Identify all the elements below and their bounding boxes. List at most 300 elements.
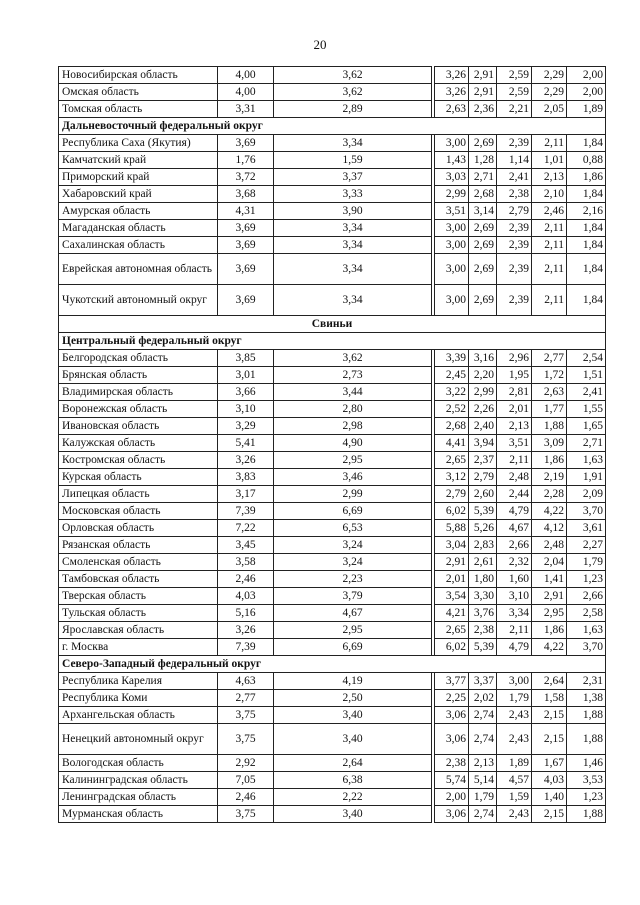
value-cell: 2,68 [435,418,469,435]
value-cell: 3,40 [274,806,432,823]
value-cell: 3,00 [435,254,469,285]
table-row [59,605,606,622]
table-row [59,486,606,503]
value-cell: 2,46 [532,203,567,220]
value-cell: 3,01 [218,367,274,384]
table-row [59,84,606,101]
region-name: Липецкая область [59,486,218,503]
value-cell: 2,63 [435,101,469,118]
value-cell: 2,23 [274,571,432,588]
value-cell: 1,84 [567,135,606,152]
value-cell: 1,86 [532,622,567,639]
value-cell: 1,67 [532,755,567,772]
value-cell: 2,66 [567,588,606,605]
region-name: Амурская область [59,203,218,220]
value-cell: 1,51 [567,367,606,384]
value-cell: 3,39 [435,350,469,367]
region-name: Курская область [59,469,218,486]
value-cell: 2,11 [497,622,532,639]
value-cell: 3,06 [435,806,469,823]
value-cell: 2,77 [218,690,274,707]
value-cell: 2,39 [497,220,532,237]
value-cell: 2,79 [469,469,497,486]
value-cell: 1,72 [532,367,567,384]
value-cell: 1,41 [532,571,567,588]
value-cell: 2,19 [532,469,567,486]
value-cell: 1,88 [567,806,606,823]
region-name: Орловская область [59,520,218,537]
value-cell: 2,71 [469,169,497,186]
region-name: Брянская область [59,367,218,384]
table-row [59,384,606,401]
value-cell: 3,34 [274,220,432,237]
table-row [59,418,606,435]
value-cell: 6,38 [274,772,432,789]
table-row [59,554,606,571]
value-cell: 2,41 [567,384,606,401]
value-cell: 1,43 [435,152,469,169]
value-cell: 2,48 [497,469,532,486]
value-cell: 1,79 [469,789,497,806]
region-name: Чукотский автономный округ [59,285,218,316]
value-cell: 7,22 [218,520,274,537]
value-cell: 3,17 [218,486,274,503]
section-title: Северо-Западный федеральный округ [59,656,606,673]
value-cell: 2,64 [274,755,432,772]
value-cell: 5,41 [218,435,274,452]
table-row [59,690,606,707]
table-row [59,152,606,169]
value-cell: 3,51 [497,435,532,452]
value-cell: 2,16 [567,203,606,220]
value-cell: 3,37 [469,673,497,690]
value-cell: 3,53 [567,772,606,789]
value-cell: 3,24 [274,554,432,571]
value-cell: 2,11 [532,285,567,316]
region-name: Томская область [59,101,218,118]
region-name: Республика Карелия [59,673,218,690]
section-title: Центральный федеральный округ [59,333,606,350]
value-cell: 3,10 [497,588,532,605]
value-cell: 2,28 [532,486,567,503]
table-row [59,350,606,367]
value-cell: 4,31 [218,203,274,220]
table-row [59,452,606,469]
value-cell: 1,88 [567,724,606,755]
value-cell: 2,11 [532,237,567,254]
value-cell: 3,90 [274,203,432,220]
value-cell: 2,95 [274,452,432,469]
table-row [59,772,606,789]
value-cell: 3,69 [218,220,274,237]
region-name: Сахалинская область [59,237,218,254]
value-cell: 3,00 [435,135,469,152]
value-cell: 2,95 [274,622,432,639]
region-name: Белгородская область [59,350,218,367]
value-cell: 2,92 [218,755,274,772]
value-cell: 2,26 [469,401,497,418]
value-cell: 1,84 [567,285,606,316]
value-cell: 3,70 [567,503,606,520]
value-cell: 1,79 [567,554,606,571]
region-name: Рязанская область [59,537,218,554]
value-cell: 2,00 [567,84,606,101]
value-cell: 1,84 [567,254,606,285]
value-cell: 5,74 [435,772,469,789]
value-cell: 2,40 [469,418,497,435]
table-row [59,101,606,118]
value-cell: 3,00 [435,220,469,237]
value-cell: 2,15 [532,724,567,755]
value-cell: 2,99 [469,384,497,401]
value-cell: 2,65 [435,452,469,469]
value-cell: 2,91 [532,588,567,605]
value-cell: 3,77 [435,673,469,690]
value-cell: 2,99 [274,486,432,503]
value-cell: 2,50 [274,690,432,707]
value-cell: 2,69 [469,220,497,237]
value-cell: 2,10 [532,186,567,203]
region-name: Московская область [59,503,218,520]
region-name: Тамбовская область [59,571,218,588]
value-cell: 2,74 [469,724,497,755]
value-cell: 2,36 [469,101,497,118]
value-cell: 3,40 [274,724,432,755]
value-cell: 3,61 [567,520,606,537]
value-cell: 1,28 [469,152,497,169]
value-cell: 2,69 [469,135,497,152]
value-cell: 1,84 [567,186,606,203]
value-cell: 3,34 [274,135,432,152]
value-cell: 4,90 [274,435,432,452]
table-row [59,203,606,220]
value-cell: 7,39 [218,503,274,520]
table-row [59,401,606,418]
region-name: Ярославская область [59,622,218,639]
value-cell: 1,58 [532,690,567,707]
value-cell: 2,83 [469,537,497,554]
region-name: Новосибирская область [59,67,218,84]
value-cell: 2,11 [532,254,567,285]
value-cell: 2,79 [497,203,532,220]
value-cell: 4,19 [274,673,432,690]
value-cell: 2,77 [532,350,567,367]
value-cell: 4,79 [497,503,532,520]
value-cell: 2,38 [497,186,532,203]
value-cell: 1,80 [469,571,497,588]
table-row [59,789,606,806]
section-title: Дальневосточный федеральный округ [59,118,606,135]
value-cell: 0,88 [567,152,606,169]
value-cell: 3,06 [435,707,469,724]
value-cell: 2,69 [469,285,497,316]
section-header-row [59,656,606,673]
value-cell: 1,59 [497,789,532,806]
table-row [59,724,606,755]
region-name: Приморский край [59,169,218,186]
value-cell: 3,26 [218,622,274,639]
value-cell: 2,69 [469,237,497,254]
value-cell: 4,03 [532,772,567,789]
value-cell: 4,21 [435,605,469,622]
value-cell: 4,12 [532,520,567,537]
region-name: Республика Коми [59,690,218,707]
region-name: Костромская область [59,452,218,469]
table-row [59,520,606,537]
value-cell: 3,26 [435,84,469,101]
value-cell: 2,91 [469,84,497,101]
value-cell: 1,89 [567,101,606,118]
value-cell: 4,00 [218,84,274,101]
value-cell: 2,91 [469,67,497,84]
value-cell: 1,86 [532,452,567,469]
table-row [59,135,606,152]
value-cell: 5,16 [218,605,274,622]
value-cell: 3,75 [218,707,274,724]
value-cell: 2,68 [469,186,497,203]
value-cell: 2,69 [469,254,497,285]
value-cell: 3,62 [274,67,432,84]
table-row [59,285,606,316]
value-cell: 6,02 [435,639,469,656]
value-cell: 2,13 [532,169,567,186]
value-cell: 2,63 [532,384,567,401]
table-row [59,169,606,186]
value-cell: 3,09 [532,435,567,452]
value-cell: 4,57 [497,772,532,789]
value-cell: 1,63 [567,622,606,639]
value-cell: 1,84 [567,220,606,237]
value-cell: 2,74 [469,806,497,823]
value-cell: 2,39 [497,237,532,254]
value-cell: 3,29 [218,418,274,435]
value-cell: 2,37 [469,452,497,469]
value-cell: 3,68 [218,186,274,203]
value-cell: 2,96 [497,350,532,367]
value-cell: 1,65 [567,418,606,435]
table-row [59,435,606,452]
value-cell: 3,94 [469,435,497,452]
value-cell: 6,69 [274,503,432,520]
value-cell: 3,26 [435,67,469,84]
value-cell: 3,34 [274,254,432,285]
value-cell: 3,66 [218,384,274,401]
value-cell: 5,14 [469,772,497,789]
animal-title: Свиньи [59,316,606,333]
value-cell: 1,55 [567,401,606,418]
value-cell: 2,99 [435,186,469,203]
value-cell: 2,11 [532,220,567,237]
value-cell: 1,86 [567,169,606,186]
value-cell: 2,22 [274,789,432,806]
value-cell: 1,46 [567,755,606,772]
table-row [59,673,606,690]
value-cell: 2,15 [532,806,567,823]
value-cell: 3,30 [469,588,497,605]
value-cell: 3,00 [435,237,469,254]
region-name: Магаданская область [59,220,218,237]
value-cell: 3,44 [274,384,432,401]
value-cell: 6,69 [274,639,432,656]
value-cell: 2,01 [435,571,469,588]
value-cell: 2,00 [435,789,469,806]
value-cell: 1,38 [567,690,606,707]
value-cell: 2,52 [435,401,469,418]
region-name: Смоленская область [59,554,218,571]
value-cell: 2,43 [497,724,532,755]
value-cell: 4,63 [218,673,274,690]
value-cell: 2,64 [532,673,567,690]
value-cell: 3,69 [218,135,274,152]
table-row [59,254,606,285]
value-cell: 2,09 [567,486,606,503]
value-cell: 2,98 [274,418,432,435]
value-cell: 2,13 [469,755,497,772]
value-cell: 2,95 [532,605,567,622]
value-cell: 2,81 [497,384,532,401]
value-cell: 5,39 [469,503,497,520]
table-row [59,503,606,520]
value-cell: 3,62 [274,84,432,101]
value-cell: 3,37 [274,169,432,186]
value-cell: 3,75 [218,806,274,823]
value-cell: 2,39 [497,254,532,285]
value-cell: 1,77 [532,401,567,418]
value-cell: 4,79 [497,639,532,656]
value-cell: 3,00 [497,673,532,690]
value-cell: 3,12 [435,469,469,486]
value-cell: 3,00 [435,285,469,316]
value-cell: 3,79 [274,588,432,605]
value-cell: 1,79 [497,690,532,707]
value-cell: 2,60 [469,486,497,503]
region-name: Омская область [59,84,218,101]
region-name: Калужская область [59,435,218,452]
value-cell: 3,54 [435,588,469,605]
value-cell: 2,13 [497,418,532,435]
value-cell: 3,69 [218,254,274,285]
value-cell: 2,45 [435,367,469,384]
value-cell: 1,60 [497,571,532,588]
table-row [59,806,606,823]
value-cell: 2,29 [532,67,567,84]
value-cell: 2,91 [435,554,469,571]
value-cell: 3,40 [274,707,432,724]
value-cell: 2,15 [532,707,567,724]
value-cell: 1,40 [532,789,567,806]
value-cell: 5,26 [469,520,497,537]
value-cell: 2,61 [469,554,497,571]
value-cell: 3,26 [218,452,274,469]
table-row [59,639,606,656]
value-cell: 5,39 [469,639,497,656]
value-cell: 2,25 [435,690,469,707]
value-cell: 2,43 [497,806,532,823]
region-name: Мурманская область [59,806,218,823]
value-cell: 2,66 [497,537,532,554]
table-row [59,237,606,254]
region-name: Калининградская область [59,772,218,789]
value-cell: 3,34 [274,237,432,254]
value-cell: 1,23 [567,571,606,588]
region-name: Воронежская область [59,401,218,418]
value-cell: 2,74 [469,707,497,724]
value-cell: 6,53 [274,520,432,537]
value-cell: 2,71 [567,435,606,452]
table-row [59,186,606,203]
region-name: Архангельская область [59,707,218,724]
value-cell: 2,59 [497,84,532,101]
table-row [59,537,606,554]
value-cell: 1,89 [497,755,532,772]
page-number: 20 [313,37,327,52]
value-cell: 1,88 [532,418,567,435]
section-header-row [59,118,606,135]
region-name: г. Москва [59,639,218,656]
coefficients-table [58,66,606,823]
value-cell: 2,41 [497,169,532,186]
value-cell: 3,70 [567,639,606,656]
table-row [59,588,606,605]
value-cell: 3,16 [469,350,497,367]
value-cell: 2,31 [567,673,606,690]
value-cell: 4,03 [218,588,274,605]
value-cell: 3,04 [435,537,469,554]
region-name: Владимирская область [59,384,218,401]
value-cell: 3,06 [435,724,469,755]
value-cell: 2,73 [274,367,432,384]
value-cell: 2,59 [497,67,532,84]
value-cell: 4,67 [497,520,532,537]
value-cell: 1,59 [274,152,432,169]
value-cell: 2,29 [532,84,567,101]
value-cell: 6,02 [435,503,469,520]
value-cell: 3,76 [469,605,497,622]
region-name: Республика Саха (Якутия) [59,135,218,152]
value-cell: 1,91 [567,469,606,486]
region-name: Ивановская область [59,418,218,435]
value-cell: 2,32 [497,554,532,571]
value-cell: 1,01 [532,152,567,169]
value-cell: 3,34 [274,285,432,316]
value-cell: 1,95 [497,367,532,384]
value-cell: 2,11 [532,135,567,152]
value-cell: 3,75 [218,724,274,755]
table-row [59,367,606,384]
table-row [59,707,606,724]
value-cell: 2,89 [274,101,432,118]
value-cell: 3,31 [218,101,274,118]
table-row [59,755,606,772]
value-cell: 2,39 [497,285,532,316]
value-cell: 4,22 [532,639,567,656]
value-cell: 3,85 [218,350,274,367]
value-cell: 7,39 [218,639,274,656]
value-cell: 3,03 [435,169,469,186]
value-cell: 2,11 [497,452,532,469]
value-cell: 3,10 [218,401,274,418]
value-cell: 3,14 [469,203,497,220]
value-cell: 4,67 [274,605,432,622]
region-name: Вологодская область [59,755,218,772]
value-cell: 3,62 [274,350,432,367]
value-cell: 3,58 [218,554,274,571]
value-cell: 2,21 [497,101,532,118]
region-name: Тульская область [59,605,218,622]
value-cell: 2,48 [532,537,567,554]
value-cell: 2,46 [218,571,274,588]
value-cell: 2,27 [567,537,606,554]
